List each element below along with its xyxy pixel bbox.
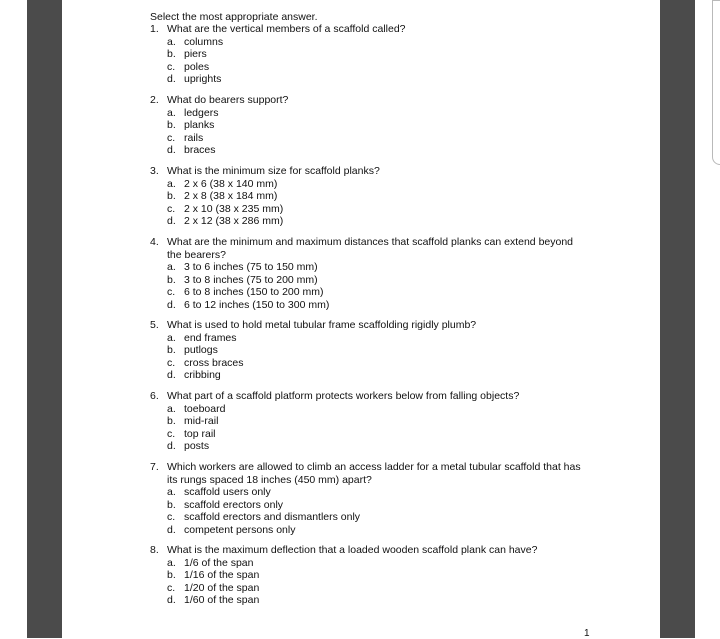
question-number: 1.: [150, 23, 159, 35]
option-letter: a.: [167, 177, 176, 190]
question-7: [150, 461, 590, 536]
question-line: [150, 390, 590, 403]
question-text: What is the maximum deflection that a loaded wooden scaffold plank can have?: [167, 544, 538, 556]
answer-option: [167, 511, 590, 524]
option-letter: b.: [167, 273, 176, 286]
question-number: 2.: [150, 94, 159, 106]
answer-option: [167, 61, 590, 74]
answer-option: [167, 119, 590, 132]
question-text: What is used to hold metal tubular frame scaffolding rigidly plumb?: [167, 319, 477, 331]
answer-option: [167, 569, 590, 582]
answer-option: [167, 299, 590, 312]
option-text: mid-rail: [184, 415, 219, 427]
answer-option: [167, 594, 590, 607]
answer-option: [167, 582, 590, 595]
option-letter: c.: [167, 356, 176, 369]
option-text: rails: [184, 131, 204, 144]
question-6: [150, 390, 590, 453]
option-letter: d.: [167, 298, 176, 311]
option-text: 2 x 10 (38 x 235 mm): [184, 202, 284, 215]
option-letter: a.: [167, 35, 176, 48]
option-text: cribbing: [184, 369, 221, 381]
viewer-gutter-left: [27, 0, 62, 638]
option-text: piers: [184, 48, 207, 60]
answer-option: [167, 107, 590, 120]
option-letter: c.: [167, 286, 176, 298]
question-number: 7.: [150, 461, 159, 473]
question-number: 3.: [150, 165, 159, 177]
option-letter: a.: [167, 486, 176, 498]
option-text: poles: [184, 60, 210, 73]
answer-option: [167, 144, 590, 157]
option-text: scaffold users only: [184, 486, 271, 498]
option-letter: d.: [167, 144, 176, 156]
option-letter: d.: [167, 523, 176, 536]
answer-option: [167, 524, 590, 537]
question-line: [150, 236, 590, 261]
option-letter: c.: [167, 202, 176, 215]
question-line: [150, 319, 590, 332]
option-text: 1/6 of the span: [184, 556, 254, 569]
viewer-gutter-right: [660, 0, 695, 638]
option-text: planks: [184, 119, 215, 131]
question-text: Which workers are allowed to climb an access ladder for a metal tubular scaffold that has its rungs spaced 18 inches (450 mm) apart?: [167, 461, 581, 486]
option-text: 6 to 8 inches (150 to 200 mm): [184, 286, 324, 298]
question-text: What are the minimum and maximum distances that scaffold planks can extend beyond the bearers?: [167, 236, 574, 261]
question-line: [150, 23, 590, 36]
answer-option: [167, 215, 590, 228]
question-text: What do bearers support?: [167, 94, 289, 106]
answer-option: [167, 428, 590, 441]
question-1: [150, 23, 590, 86]
option-text: toeboard: [184, 402, 226, 415]
option-letter: c.: [167, 131, 176, 144]
option-text: posts: [184, 440, 210, 452]
option-letter: d.: [167, 73, 176, 85]
answer-option: [167, 48, 590, 61]
question-line: [150, 94, 590, 107]
option-letter: b.: [167, 190, 176, 202]
option-text: 2 x 12 (38 x 286 mm): [184, 215, 284, 227]
option-text: scaffold erectors only: [184, 498, 284, 511]
option-text: columns: [184, 35, 224, 48]
answer-option: [167, 369, 590, 382]
option-text: uprights: [184, 73, 222, 85]
option-letter: c.: [167, 581, 176, 594]
instruction-text: Select the most appropriate answer.: [150, 11, 318, 23]
question-number: 4.: [150, 236, 159, 248]
answer-option: [167, 486, 590, 499]
answer-option: [167, 36, 590, 49]
option-letter: d.: [167, 594, 176, 606]
answer-option: [167, 203, 590, 216]
answer-option: [167, 178, 590, 191]
option-letter: b.: [167, 569, 176, 581]
option-letter: b.: [167, 344, 176, 356]
option-text: cross braces: [184, 356, 244, 369]
option-text: 2 x 6 (38 x 140 mm): [184, 177, 278, 190]
option-text: 1/20 of the span: [184, 581, 260, 594]
option-text: ledgers: [184, 106, 219, 119]
page-number: 1: [584, 628, 590, 639]
answer-option: [167, 190, 590, 203]
question-number: 6.: [150, 390, 159, 402]
question-line: [150, 165, 590, 178]
question-text: What are the vertical members of a scaffold called?: [167, 23, 406, 35]
option-text: 2 x 8 (38 x 184 mm): [184, 190, 278, 202]
answer-option: [167, 415, 590, 428]
document-page: [62, 0, 660, 638]
option-letter: a.: [167, 261, 176, 273]
option-text: 1/16 of the span: [184, 569, 260, 581]
question-3: [150, 165, 590, 228]
option-letter: d.: [167, 369, 176, 381]
option-text: 3 to 6 inches (75 to 150 mm): [184, 261, 318, 273]
option-text: 3 to 8 inches (75 to 200 mm): [184, 273, 318, 286]
option-text: scaffold erectors and dismantlers only: [184, 511, 361, 523]
answer-option: [167, 261, 590, 274]
option-text: end frames: [184, 331, 237, 344]
option-letter: b.: [167, 119, 176, 131]
option-letter: c.: [167, 511, 176, 523]
question-line: [150, 544, 590, 557]
question-8: [150, 544, 590, 607]
answer-option: [167, 557, 590, 570]
scroll-tab[interactable]: [712, 0, 720, 165]
question-2: [150, 94, 590, 157]
answer-option: [167, 274, 590, 287]
answer-option: [167, 440, 590, 453]
question-text: What is the minimum size for scaffold planks?: [167, 165, 380, 177]
question-line: [150, 461, 590, 486]
answer-option: [167, 499, 590, 512]
question-4: [150, 236, 590, 311]
answer-option: [167, 132, 590, 145]
answer-option: [167, 73, 590, 86]
option-text: 6 to 12 inches (150 to 300 mm): [184, 298, 330, 311]
option-letter: c.: [167, 60, 176, 73]
option-letter: d.: [167, 440, 176, 452]
option-letter: c.: [167, 427, 176, 440]
option-letter: a.: [167, 556, 176, 569]
option-letter: b.: [167, 498, 176, 511]
answer-option: [167, 332, 590, 345]
option-text: competent persons only: [184, 523, 296, 536]
option-letter: a.: [167, 106, 176, 119]
answer-option: [167, 403, 590, 416]
answer-option: [167, 344, 590, 357]
question-text: What part of a scaffold platform protects workers below from falling objects?: [167, 390, 520, 402]
option-text: braces: [184, 144, 216, 156]
option-text: top rail: [184, 427, 216, 440]
option-letter: b.: [167, 415, 176, 427]
question-5: [150, 319, 590, 382]
answer-option: [167, 286, 590, 299]
option-letter: a.: [167, 331, 176, 344]
answer-option: [167, 357, 590, 370]
option-letter: d.: [167, 215, 176, 227]
option-letter: b.: [167, 48, 176, 60]
question-number: 5.: [150, 319, 159, 331]
option-text: putlogs: [184, 344, 218, 356]
option-letter: a.: [167, 402, 176, 415]
option-text: 1/60 of the span: [184, 594, 260, 606]
viewer-background-left: [0, 0, 27, 638]
question-number: 8.: [150, 544, 159, 556]
